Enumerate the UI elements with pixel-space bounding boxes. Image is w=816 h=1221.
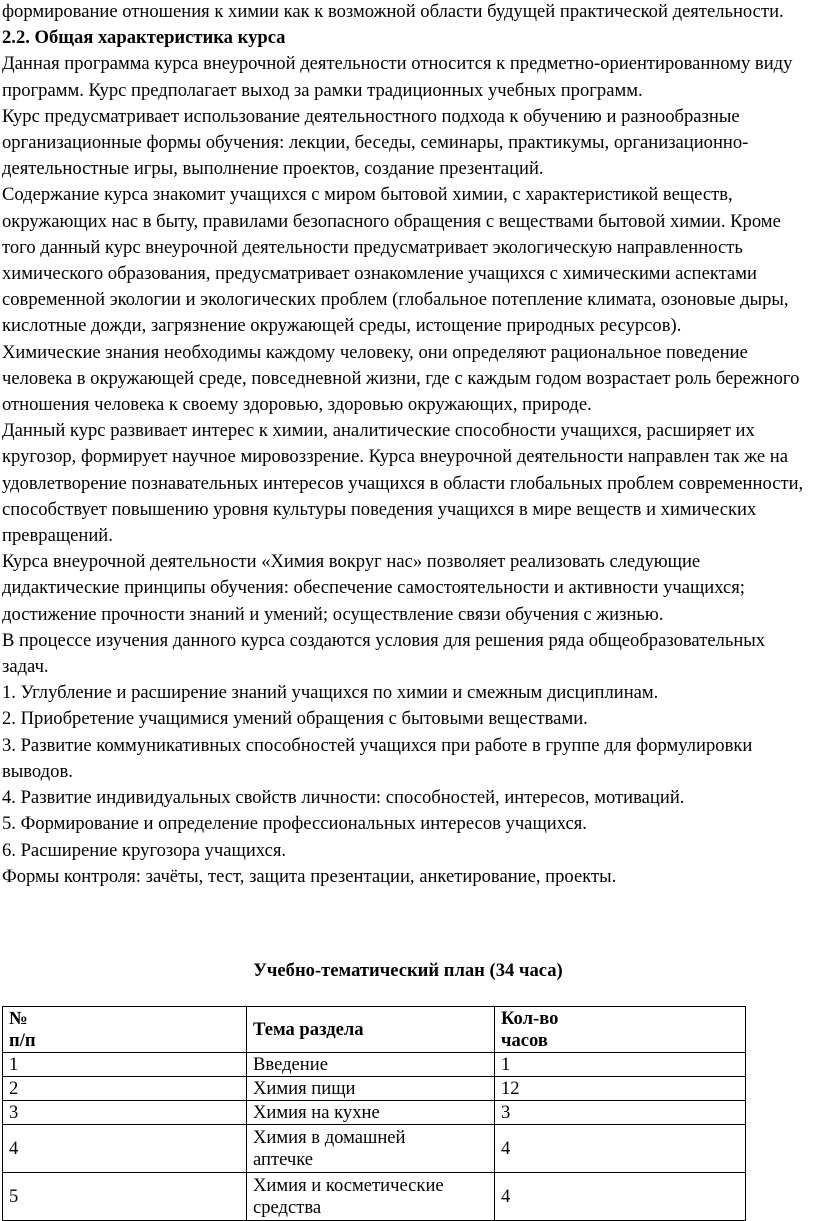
plan-table [2,1006,746,1221]
paragraph-intro-tail: формирование отношения к химии как к возможной области будущей практической деятельности. [2,1,784,22]
table-row [3,1053,746,1077]
cell-topic: Химия на кухне [247,1101,495,1125]
cell-number: 1 [3,1053,247,1077]
plan-caption: Учебно-тематический план (34 часа) [253,960,563,981]
task-item: 2. Приобретение учащимися умений обращения с бытовыми веществами. [2,708,588,730]
task-item: 3. Развитие коммуникативных способностей учащихся при работе в группе для формулировки выводов. [2,734,753,782]
cell-number: 3 [3,1101,247,1125]
header-topic: Тема раздела [247,1007,495,1053]
header-hours: Кол-во часов [495,1007,746,1053]
cell-hours: 1 [495,1053,746,1077]
paragraph: Курс предусматривает использование деятельностного подхода к обучению и разнообразные организационные формы обучения: лекции, беседы, семинары, практикумы, организационно-деятельностные игры, выполнение проектов, создание презентаций. [2,105,749,180]
table-row [3,1173,746,1221]
cell-hours: 3 [495,1101,746,1125]
control-forms: Формы контроля: зачёты, тест, защита презентации, анкетирование, проекты. [2,865,617,887]
cell-topic: Введение [247,1053,495,1077]
table-row [3,1101,746,1125]
cell-number: 5 [3,1173,247,1221]
table-header-row [3,1007,746,1053]
header-number: № п/п [3,1007,247,1053]
cell-topic: Химия пищи [247,1077,495,1101]
paragraph: Химические знания необходимы каждому человеку, они определяют рациональное поведение человека в окружающей среде, повседневной жизни, где с каждым годом возрастает роль бережного отношения человека к своему здоровью, здоровью окружающих, природе. [2,341,800,416]
cell-hours: 12 [495,1077,746,1101]
paragraph: В процессе изучения данного курса создаются условия для решения ряда общеобразовательных задач. [2,629,766,678]
table-row [3,1125,746,1173]
cell-hours: 4 [495,1173,746,1221]
cell-topic: Химия в домашней аптечке [247,1125,495,1173]
cell-number: 4 [3,1125,247,1173]
task-item: 4. Развитие индивидуальных свойств личности: способностей, интересов, мотиваций. [2,787,685,809]
section-heading: 2.2. Общая характеристика курса [2,27,286,49]
cell-topic: Химия и косметические средства [247,1173,495,1221]
paragraph: Содержание курса знакомит учащихся с миром бытовой химии, с характеристикой веществ, окружающих нас в быту, правилами безопасного обращения с веществами бытовой химии. Кроме того данный курс внеурочной деятельности предусматривает экологическую направленность химического образования, предусматривает ознакомление учащихся с химическими аспектами современной экологии и экологических проблем (глобальное потепление климата, озоновые дыры, кислотные дожди, загрязнение окружающей среды, истощение природных ресурсов). [2,184,789,337]
task-item: 1. Углубление и расширение знаний учащихся по химии и смежным дисциплинам. [2,682,659,704]
table-row [3,1077,746,1101]
task-item: 5. Формирование и определение профессиональных интересов учащихся. [2,813,587,835]
paragraph: Данная программа курса внеурочной деятельности относится к предметно-ориентированному виду программ. Курс предполагает выход за рамки традиционных учебных программ. [2,53,793,101]
cell-number: 2 [3,1077,247,1101]
body-text [2,0,814,890]
paragraph: Курса внеурочной деятельности «Химия вокруг нас» позволяет реализовать следующие дидактические принципы обучения: обеспечение самостоятельности и активности учащихся; достижение прочности знаний и умений; осуществление связи обучения с жизнью. [2,551,745,625]
paragraph: Данный курс развивает интерес к химии, аналитические способности учащихся, расширяет их кругозор, формирует научное мировоззрение. Курса внеурочной деятельности направлен так же на удовлетворение познавательных интересов учащихся в области глобальных проблем современности, способствует повышению уровня культуры поведения учащихся в мире веществ и химических превращений. [2,420,804,547]
cell-hours: 4 [495,1125,746,1173]
task-item: 6. Расширение кругозора учащихся. [2,839,287,861]
